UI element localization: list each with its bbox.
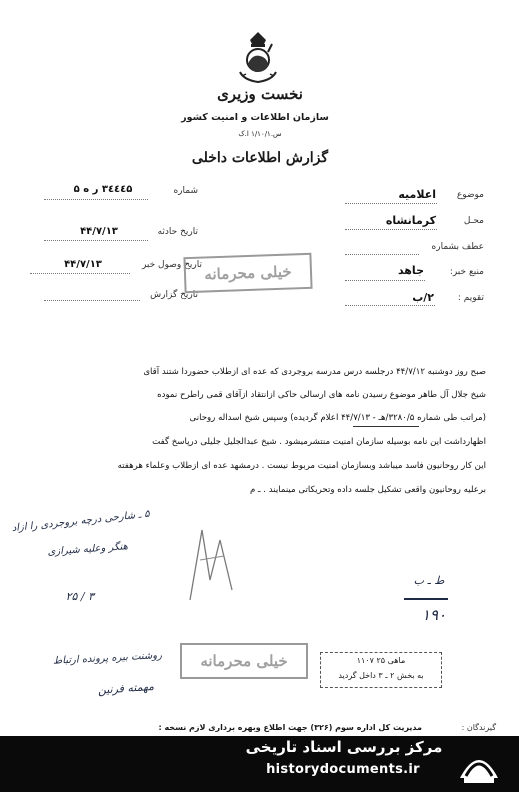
- evaluation-value: ۲/ب: [412, 291, 434, 304]
- reference-label: عطف بشماره: [431, 242, 484, 252]
- report-date-line: [44, 300, 140, 301]
- distribution-text: مدیریت کل اداره سوم (۳۲۶) جهت اطلاع وبهره برداری لازم نسخه :: [158, 723, 422, 732]
- handwritten-initials: ط ـ ب: [413, 574, 445, 587]
- archive-book-logo-icon: [454, 742, 504, 788]
- event-date-line: [44, 240, 148, 241]
- source-value: جاهد: [397, 264, 424, 277]
- org-name-secondary: سازمان اطلاعات و امنیت کشور: [181, 112, 329, 123]
- report-title: گزارش اطلاعات داخلی: [191, 150, 329, 166]
- org-code: س.۱/۱۰/۱ ا.ک: [238, 130, 282, 138]
- lion-and-sun-emblem-icon: [234, 30, 282, 86]
- source-label: منبع خبر:: [449, 267, 484, 277]
- place-line: [345, 229, 437, 230]
- event-date-value: ۴۴/۷/۱۳: [80, 226, 118, 237]
- archive-line-2: به بخش ۲ ـ ۳ داخل گردید: [338, 671, 424, 680]
- classification-stamp-top: خیلی محرمانه: [183, 253, 312, 293]
- subject-value: اعلامیه: [398, 188, 436, 201]
- handwritten-note-3: ۲۵ / ۳: [65, 590, 94, 603]
- reference-line: [345, 254, 419, 255]
- distribution-label: گیرندگان :: [461, 723, 496, 732]
- body-line-3: (مراتب طی شماره ۳۲۸۰/۵/هـ - ۴۴/۷/۱۳ اعلام گردیده) وسپس شیخ اسداله روحانی: [189, 413, 486, 423]
- handwritten-note-2: هنگر وعلیه شیرازی: [47, 541, 129, 558]
- subject-line: [345, 203, 437, 204]
- initials-underline: [404, 598, 448, 600]
- evaluation-label: تقویم :: [457, 293, 484, 303]
- watermark-url: historydocuments.ir: [266, 762, 420, 777]
- handwritten-note-4: روشنت بیره پرونده ارتباط: [52, 650, 163, 667]
- number-label: شماره: [173, 186, 198, 196]
- archive-stamp-box: [320, 652, 442, 688]
- number-value: ۳٤٤٤۵ ر ه ۵: [73, 184, 133, 195]
- pencil-scribble-icon: [180, 520, 250, 610]
- body-line-6: برعلیه روحانیون واقعی تشکیل جلسه داده وتحریکاتی مینمایند . ـ م: [249, 485, 486, 495]
- body-line-4: اظهارداشت این نامه بوسیله سازمان امنیت منتشرمیشود . شیخ عبدالجلیل جلیلی درپاسخ گفت: [152, 437, 486, 447]
- handwritten-note-5: مهمته فرنین: [97, 679, 155, 697]
- place-label: محـل: [463, 216, 484, 226]
- watermark-title: مرکز بررسی اسناد تاریخی: [245, 738, 443, 756]
- receipt-date-line: [30, 273, 130, 274]
- body-line-2: شیخ جلال آل طاهر موضوع رسیدن نامه های ارسالی حاکی ازانتقاد ازآقای قمی راطرح نموده: [157, 390, 486, 400]
- event-date-label: تاریخ حادثه: [157, 227, 198, 237]
- org-name-primary: نخست وزیری: [217, 85, 303, 103]
- body-line-5: این کار روحانیون فاسد میباشد وبسازمان امنیت مربوط نیست . درمشهد عده ای ازطلاب وعلماء هرهفته: [117, 461, 486, 471]
- place-value: کرمانشاه: [385, 214, 436, 227]
- report-date-label: تاریخ گزارش: [150, 290, 198, 300]
- receipt-date-label: تاریخ وصول خبر: [141, 260, 202, 270]
- number-line: [44, 199, 148, 200]
- handwritten-number: ۱۹۰: [421, 606, 447, 624]
- source-line: [345, 280, 425, 281]
- name-underline: [353, 426, 419, 427]
- handwritten-note-1: ۵ ـ شارحی درچه بروجردی را ازاد: [11, 508, 151, 535]
- subject-label: موضوع: [456, 190, 484, 200]
- receipt-date-value: ۴۴/۷/۱۳: [64, 259, 102, 270]
- archive-line-1: ماهی ۲۵ ۱۱۰۷: [356, 656, 406, 665]
- classification-stamp-bottom: خیلی محرمانه: [180, 643, 308, 679]
- evaluation-line: [345, 305, 435, 306]
- body-line-1: صبح روز دوشنبه ۴۴/۷/۱۲ درجلسه درس مدرسه بروجردی که عده ای ازطلاب حضوردا شتند آقای: [143, 367, 486, 377]
